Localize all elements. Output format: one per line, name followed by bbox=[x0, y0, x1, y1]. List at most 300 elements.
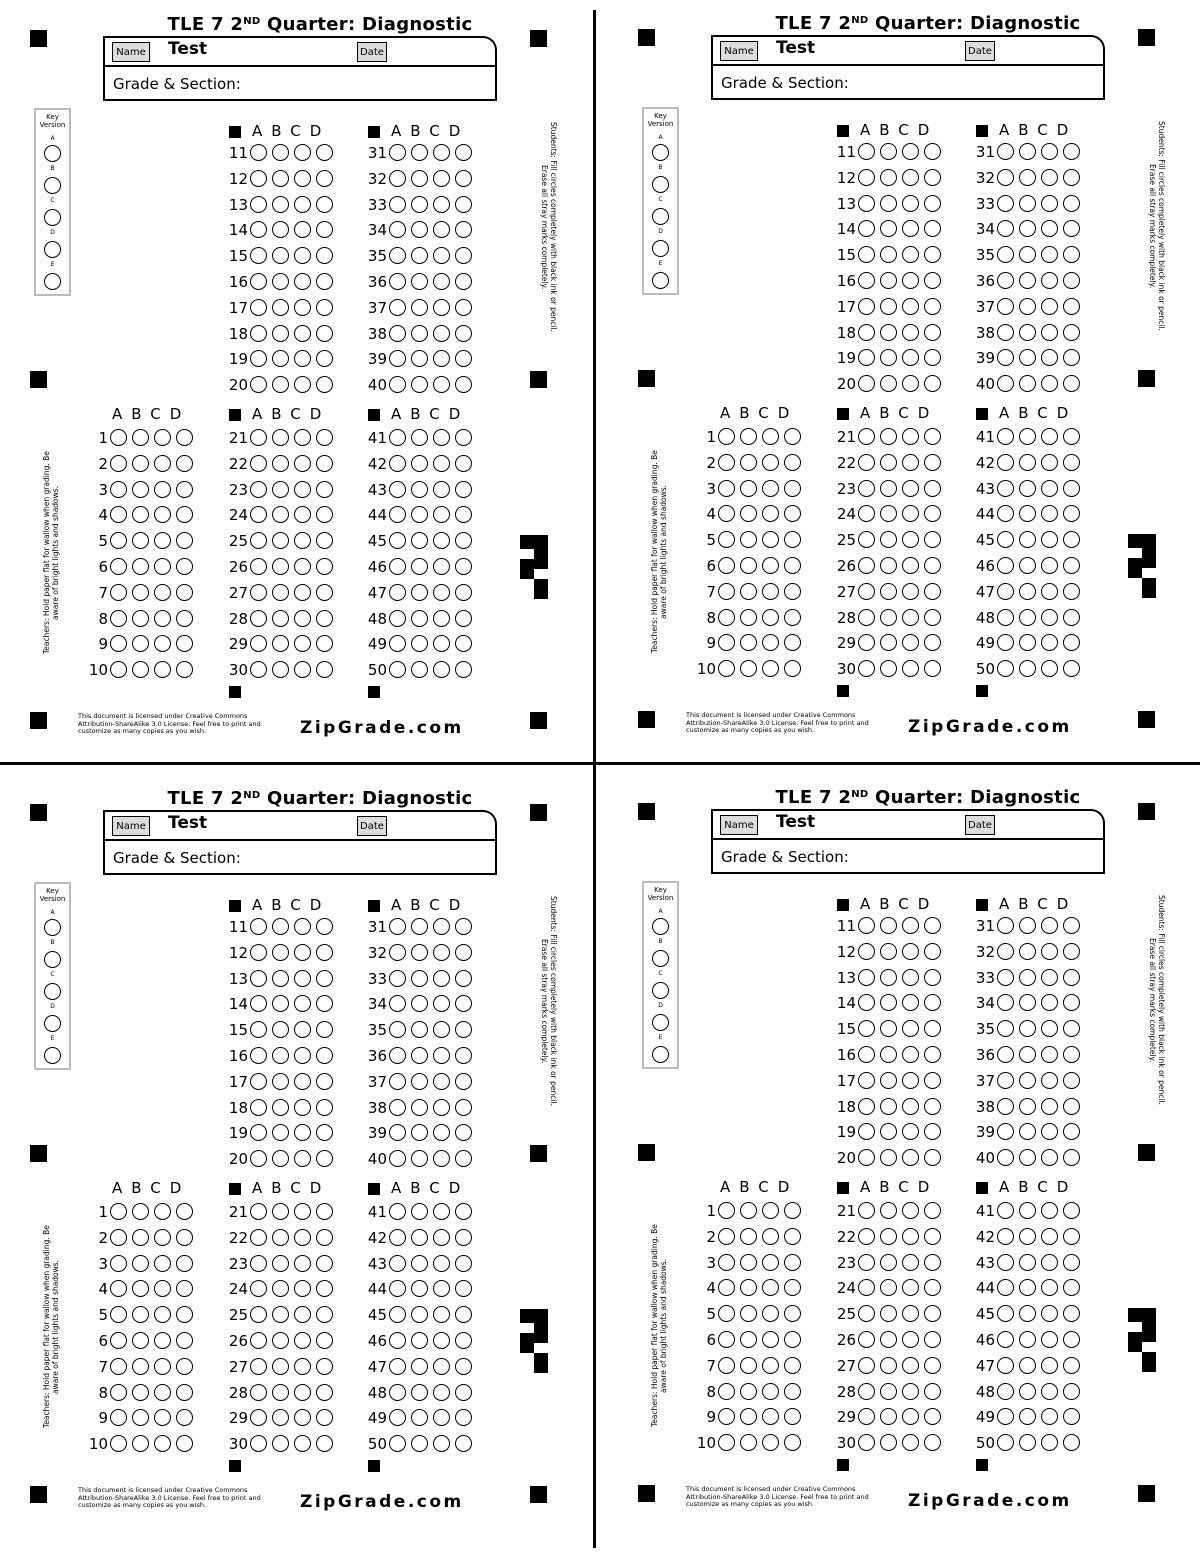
answer-bubble-b[interactable] bbox=[411, 299, 428, 316]
answer-bubble-d[interactable] bbox=[924, 1331, 941, 1348]
answer-bubble-b[interactable] bbox=[1019, 246, 1036, 263]
answer-bubble-d[interactable] bbox=[176, 1332, 193, 1349]
answer-bubble-d[interactable] bbox=[455, 1150, 472, 1167]
answer-bubble-b[interactable] bbox=[272, 1229, 289, 1246]
answer-bubble-d[interactable] bbox=[924, 1434, 941, 1451]
answer-bubble-d[interactable] bbox=[316, 970, 333, 987]
answer-bubble-c[interactable] bbox=[294, 247, 311, 264]
answer-bubble-d[interactable] bbox=[924, 349, 941, 366]
answer-bubble-c[interactable] bbox=[1041, 969, 1058, 986]
answer-bubble-b[interactable] bbox=[411, 1150, 428, 1167]
answer-bubble-c[interactable] bbox=[433, 610, 450, 627]
answer-bubble-d[interactable] bbox=[1063, 375, 1080, 392]
answer-bubble-c[interactable] bbox=[1041, 298, 1058, 315]
answer-bubble-c[interactable] bbox=[762, 1228, 779, 1245]
answer-bubble-b[interactable] bbox=[132, 635, 149, 652]
answer-bubble-d[interactable] bbox=[1063, 1305, 1080, 1322]
answer-bubble-b[interactable] bbox=[272, 299, 289, 316]
answer-bubble-a[interactable] bbox=[858, 531, 875, 548]
answer-bubble-c[interactable] bbox=[762, 557, 779, 574]
grade-section-field[interactable] bbox=[711, 838, 1105, 874]
name-field[interactable] bbox=[103, 36, 497, 65]
answer-bubble-b[interactable] bbox=[411, 944, 428, 961]
answer-bubble-d[interactable] bbox=[924, 943, 941, 960]
answer-bubble-c[interactable] bbox=[433, 532, 450, 549]
answer-bubble-c[interactable] bbox=[1041, 609, 1058, 626]
answer-bubble-d[interactable] bbox=[784, 1254, 801, 1271]
answer-bubble-d[interactable] bbox=[1063, 324, 1080, 341]
answer-bubble-b[interactable] bbox=[272, 506, 289, 523]
answer-bubble-c[interactable] bbox=[294, 635, 311, 652]
answer-bubble-c[interactable] bbox=[902, 994, 919, 1011]
answer-bubble-c[interactable] bbox=[433, 661, 450, 678]
answer-bubble-d[interactable] bbox=[455, 1332, 472, 1349]
answer-bubble-c[interactable] bbox=[294, 610, 311, 627]
answer-bubble-a[interactable] bbox=[997, 1228, 1014, 1245]
answer-bubble-d[interactable] bbox=[455, 325, 472, 342]
answer-bubble-a[interactable] bbox=[858, 324, 875, 341]
answer-bubble-b[interactable] bbox=[880, 583, 897, 600]
answer-bubble-d[interactable] bbox=[1063, 1046, 1080, 1063]
answer-bubble-b[interactable] bbox=[411, 918, 428, 935]
answer-bubble-d[interactable] bbox=[784, 454, 801, 471]
answer-bubble-b[interactable] bbox=[880, 609, 897, 626]
answer-bubble-c[interactable] bbox=[433, 584, 450, 601]
answer-bubble-b[interactable] bbox=[411, 1203, 428, 1220]
answer-bubble-b[interactable] bbox=[1019, 1046, 1036, 1063]
answer-bubble-d[interactable] bbox=[784, 1331, 801, 1348]
answer-bubble-d[interactable] bbox=[176, 506, 193, 523]
answer-bubble-b[interactable] bbox=[1019, 1228, 1036, 1245]
answer-bubble-b[interactable] bbox=[1019, 1098, 1036, 1115]
answer-bubble-b[interactable] bbox=[272, 1280, 289, 1297]
answer-bubble-b[interactable] bbox=[880, 1279, 897, 1296]
answer-bubble-b[interactable] bbox=[880, 969, 897, 986]
answer-bubble-c[interactable] bbox=[433, 170, 450, 187]
answer-bubble-d[interactable] bbox=[924, 1046, 941, 1063]
answer-bubble-b[interactable] bbox=[411, 584, 428, 601]
answer-bubble-b[interactable] bbox=[880, 1098, 897, 1115]
answer-bubble-c[interactable] bbox=[902, 1408, 919, 1425]
answer-bubble-a[interactable] bbox=[997, 1149, 1014, 1166]
answer-bubble-a[interactable] bbox=[250, 144, 267, 161]
answer-bubble-d[interactable] bbox=[1063, 220, 1080, 237]
answer-bubble-a[interactable] bbox=[858, 1383, 875, 1400]
answer-bubble-d[interactable] bbox=[316, 221, 333, 238]
answer-bubble-d[interactable] bbox=[784, 428, 801, 445]
answer-bubble-a[interactable] bbox=[997, 1357, 1014, 1374]
answer-bubble-a[interactable] bbox=[389, 1358, 406, 1375]
answer-bubble-c[interactable] bbox=[433, 325, 450, 342]
answer-bubble-a[interactable] bbox=[250, 1124, 267, 1141]
answer-bubble-c[interactable] bbox=[433, 144, 450, 161]
answer-bubble-d[interactable] bbox=[316, 661, 333, 678]
answer-bubble-a[interactable] bbox=[997, 1020, 1014, 1037]
answer-bubble-c[interactable] bbox=[902, 298, 919, 315]
answer-bubble-b[interactable] bbox=[880, 220, 897, 237]
answer-bubble-d[interactable] bbox=[455, 170, 472, 187]
answer-bubble-c[interactable] bbox=[902, 1098, 919, 1115]
answer-bubble-c[interactable] bbox=[154, 429, 171, 446]
answer-bubble-d[interactable] bbox=[1063, 994, 1080, 1011]
answer-bubble-d[interactable] bbox=[1063, 480, 1080, 497]
answer-bubble-d[interactable] bbox=[455, 481, 472, 498]
answer-bubble-d[interactable] bbox=[455, 558, 472, 575]
answer-bubble-c[interactable] bbox=[433, 1332, 450, 1349]
answer-bubble-b[interactable] bbox=[880, 272, 897, 289]
answer-bubble-d[interactable] bbox=[924, 1383, 941, 1400]
answer-bubble-d[interactable] bbox=[924, 1228, 941, 1245]
answer-bubble-a[interactable] bbox=[858, 505, 875, 522]
answer-bubble-d[interactable] bbox=[784, 1305, 801, 1322]
answer-bubble-b[interactable] bbox=[880, 324, 897, 341]
answer-bubble-c[interactable] bbox=[294, 376, 311, 393]
answer-bubble-c[interactable] bbox=[1041, 349, 1058, 366]
answer-bubble-b[interactable] bbox=[880, 375, 897, 392]
answer-bubble-b[interactable] bbox=[411, 247, 428, 264]
answer-bubble-a[interactable] bbox=[389, 532, 406, 549]
answer-bubble-b[interactable] bbox=[272, 1332, 289, 1349]
answer-bubble-c[interactable] bbox=[902, 375, 919, 392]
answer-bubble-c[interactable] bbox=[762, 609, 779, 626]
answer-bubble-d[interactable] bbox=[455, 299, 472, 316]
answer-bubble-b[interactable] bbox=[132, 558, 149, 575]
answer-bubble-a[interactable] bbox=[997, 660, 1014, 677]
answer-bubble-c[interactable] bbox=[294, 1409, 311, 1426]
answer-bubble-a[interactable] bbox=[250, 1021, 267, 1038]
answer-bubble-c[interactable] bbox=[1041, 375, 1058, 392]
answer-bubble-b[interactable] bbox=[740, 428, 757, 445]
grade-section-field[interactable] bbox=[711, 64, 1105, 100]
answer-bubble-b[interactable] bbox=[272, 376, 289, 393]
answer-bubble-b[interactable] bbox=[132, 610, 149, 627]
answer-bubble-a[interactable] bbox=[858, 298, 875, 315]
answer-bubble-b[interactable] bbox=[740, 480, 757, 497]
answer-bubble-c[interactable] bbox=[902, 1123, 919, 1140]
answer-bubble-c[interactable] bbox=[294, 558, 311, 575]
answer-bubble-b[interactable] bbox=[411, 1021, 428, 1038]
answer-bubble-a[interactable] bbox=[858, 169, 875, 186]
answer-bubble-d[interactable] bbox=[455, 273, 472, 290]
answer-bubble-c[interactable] bbox=[902, 660, 919, 677]
answer-bubble-d[interactable] bbox=[1063, 454, 1080, 471]
answer-bubble-c[interactable] bbox=[433, 1358, 450, 1375]
answer-bubble-c[interactable] bbox=[902, 505, 919, 522]
answer-bubble-d[interactable] bbox=[784, 583, 801, 600]
answer-bubble-a[interactable] bbox=[718, 1331, 735, 1348]
answer-bubble-c[interactable] bbox=[762, 505, 779, 522]
answer-bubble-a[interactable] bbox=[389, 350, 406, 367]
answer-bubble-c[interactable] bbox=[294, 1021, 311, 1038]
answer-bubble-b[interactable] bbox=[740, 1357, 757, 1374]
answer-bubble-a[interactable] bbox=[250, 273, 267, 290]
answer-bubble-b[interactable] bbox=[1019, 349, 1036, 366]
answer-bubble-d[interactable] bbox=[784, 505, 801, 522]
answer-bubble-a[interactable] bbox=[997, 454, 1014, 471]
answer-bubble-b[interactable] bbox=[880, 349, 897, 366]
answer-bubble-b[interactable] bbox=[272, 455, 289, 472]
answer-bubble-b[interactable] bbox=[411, 325, 428, 342]
answer-bubble-c[interactable] bbox=[762, 1202, 779, 1219]
answer-bubble-b[interactable] bbox=[740, 1331, 757, 1348]
answer-bubble-a[interactable] bbox=[250, 1203, 267, 1220]
answer-bubble-b[interactable] bbox=[1019, 609, 1036, 626]
answer-bubble-d[interactable] bbox=[316, 1255, 333, 1272]
answer-bubble-b[interactable] bbox=[740, 454, 757, 471]
answer-bubble-d[interactable] bbox=[455, 429, 472, 446]
answer-bubble-b[interactable] bbox=[740, 1408, 757, 1425]
answer-bubble-a[interactable] bbox=[110, 1229, 127, 1246]
answer-bubble-d[interactable] bbox=[1063, 505, 1080, 522]
answer-bubble-a[interactable] bbox=[250, 558, 267, 575]
answer-bubble-a[interactable] bbox=[389, 273, 406, 290]
grade-section-field[interactable] bbox=[103, 65, 497, 101]
answer-bubble-d[interactable] bbox=[1063, 428, 1080, 445]
answer-bubble-c[interactable] bbox=[294, 350, 311, 367]
answer-bubble-a[interactable] bbox=[389, 1255, 406, 1272]
answer-bubble-c[interactable] bbox=[154, 610, 171, 627]
answer-bubble-b[interactable] bbox=[411, 455, 428, 472]
answer-bubble-a[interactable] bbox=[250, 532, 267, 549]
answer-bubble-d[interactable] bbox=[455, 1047, 472, 1064]
answer-bubble-b[interactable] bbox=[880, 660, 897, 677]
key-version-bubble[interactable] bbox=[44, 145, 61, 162]
answer-bubble-d[interactable] bbox=[316, 1047, 333, 1064]
answer-bubble-d[interactable] bbox=[455, 1255, 472, 1272]
answer-bubble-a[interactable] bbox=[389, 506, 406, 523]
answer-bubble-a[interactable] bbox=[110, 1203, 127, 1220]
answer-bubble-c[interactable] bbox=[1041, 1123, 1058, 1140]
answer-bubble-a[interactable] bbox=[718, 609, 735, 626]
answer-bubble-a[interactable] bbox=[997, 583, 1014, 600]
answer-bubble-c[interactable] bbox=[433, 558, 450, 575]
answer-bubble-d[interactable] bbox=[176, 610, 193, 627]
answer-bubble-a[interactable] bbox=[250, 584, 267, 601]
answer-bubble-b[interactable] bbox=[880, 1123, 897, 1140]
answer-bubble-a[interactable] bbox=[389, 1047, 406, 1064]
answer-bubble-c[interactable] bbox=[154, 584, 171, 601]
answer-bubble-c[interactable] bbox=[762, 1383, 779, 1400]
answer-bubble-b[interactable] bbox=[1019, 505, 1036, 522]
answer-bubble-a[interactable] bbox=[250, 1306, 267, 1323]
answer-bubble-c[interactable] bbox=[902, 143, 919, 160]
answer-bubble-d[interactable] bbox=[316, 1229, 333, 1246]
answer-bubble-b[interactable] bbox=[1019, 220, 1036, 237]
answer-bubble-b[interactable] bbox=[411, 196, 428, 213]
answer-bubble-a[interactable] bbox=[389, 1150, 406, 1167]
answer-bubble-d[interactable] bbox=[176, 635, 193, 652]
answer-bubble-c[interactable] bbox=[902, 1072, 919, 1089]
answer-bubble-d[interactable] bbox=[924, 660, 941, 677]
answer-bubble-c[interactable] bbox=[762, 634, 779, 651]
answer-bubble-c[interactable] bbox=[294, 1073, 311, 1090]
answer-bubble-b[interactable] bbox=[411, 273, 428, 290]
answer-bubble-d[interactable] bbox=[1063, 531, 1080, 548]
answer-bubble-a[interactable] bbox=[858, 660, 875, 677]
answer-bubble-c[interactable] bbox=[1041, 1072, 1058, 1089]
answer-bubble-d[interactable] bbox=[924, 220, 941, 237]
answer-bubble-c[interactable] bbox=[294, 1099, 311, 1116]
answer-bubble-c[interactable] bbox=[433, 429, 450, 446]
answer-bubble-b[interactable] bbox=[272, 1306, 289, 1323]
answer-bubble-c[interactable] bbox=[294, 1358, 311, 1375]
answer-bubble-b[interactable] bbox=[880, 143, 897, 160]
answer-bubble-d[interactable] bbox=[924, 583, 941, 600]
answer-bubble-b[interactable] bbox=[411, 1255, 428, 1272]
answer-bubble-c[interactable] bbox=[154, 1435, 171, 1452]
answer-bubble-d[interactable] bbox=[316, 558, 333, 575]
answer-bubble-a[interactable] bbox=[250, 221, 267, 238]
answer-bubble-c[interactable] bbox=[902, 1331, 919, 1348]
answer-bubble-a[interactable] bbox=[997, 220, 1014, 237]
answer-bubble-d[interactable] bbox=[924, 1279, 941, 1296]
answer-bubble-a[interactable] bbox=[858, 1434, 875, 1451]
answer-bubble-b[interactable] bbox=[740, 1228, 757, 1245]
answer-bubble-c[interactable] bbox=[433, 1229, 450, 1246]
answer-bubble-c[interactable] bbox=[1041, 1331, 1058, 1348]
answer-bubble-c[interactable] bbox=[762, 1434, 779, 1451]
answer-bubble-b[interactable] bbox=[1019, 634, 1036, 651]
answer-bubble-c[interactable] bbox=[433, 995, 450, 1012]
key-version-bubble[interactable] bbox=[44, 1015, 61, 1032]
answer-bubble-c[interactable] bbox=[902, 246, 919, 263]
grade-section-field[interactable] bbox=[103, 839, 497, 875]
answer-bubble-a[interactable] bbox=[858, 1020, 875, 1037]
answer-bubble-a[interactable] bbox=[389, 661, 406, 678]
answer-bubble-d[interactable] bbox=[924, 1202, 941, 1219]
answer-bubble-b[interactable] bbox=[880, 169, 897, 186]
answer-bubble-c[interactable] bbox=[1041, 428, 1058, 445]
answer-bubble-a[interactable] bbox=[110, 481, 127, 498]
answer-bubble-a[interactable] bbox=[718, 660, 735, 677]
answer-bubble-d[interactable] bbox=[316, 1124, 333, 1141]
name-field[interactable] bbox=[103, 810, 497, 839]
answer-bubble-b[interactable] bbox=[411, 610, 428, 627]
key-version-bubble[interactable] bbox=[44, 241, 61, 258]
answer-bubble-d[interactable] bbox=[316, 610, 333, 627]
answer-bubble-d[interactable] bbox=[924, 531, 941, 548]
answer-bubble-a[interactable] bbox=[858, 1279, 875, 1296]
answer-bubble-d[interactable] bbox=[176, 481, 193, 498]
answer-bubble-b[interactable] bbox=[272, 558, 289, 575]
answer-bubble-d[interactable] bbox=[784, 1434, 801, 1451]
answer-bubble-b[interactable] bbox=[411, 1124, 428, 1141]
answer-bubble-b[interactable] bbox=[132, 532, 149, 549]
answer-bubble-c[interactable] bbox=[762, 480, 779, 497]
answer-bubble-c[interactable] bbox=[1041, 143, 1058, 160]
answer-bubble-d[interactable] bbox=[924, 1020, 941, 1037]
answer-bubble-d[interactable] bbox=[1063, 609, 1080, 626]
answer-bubble-b[interactable] bbox=[272, 221, 289, 238]
key-version-bubble[interactable] bbox=[652, 208, 669, 225]
answer-bubble-c[interactable] bbox=[1041, 324, 1058, 341]
answer-bubble-a[interactable] bbox=[997, 1434, 1014, 1451]
answer-bubble-c[interactable] bbox=[294, 1332, 311, 1349]
answer-bubble-d[interactable] bbox=[1063, 349, 1080, 366]
answer-bubble-a[interactable] bbox=[389, 635, 406, 652]
answer-bubble-a[interactable] bbox=[250, 918, 267, 935]
answer-bubble-a[interactable] bbox=[110, 1332, 127, 1349]
answer-bubble-b[interactable] bbox=[880, 994, 897, 1011]
answer-bubble-d[interactable] bbox=[455, 144, 472, 161]
answer-bubble-a[interactable] bbox=[250, 455, 267, 472]
answer-bubble-b[interactable] bbox=[1019, 917, 1036, 934]
answer-bubble-c[interactable] bbox=[1041, 195, 1058, 212]
answer-bubble-a[interactable] bbox=[997, 1123, 1014, 1140]
answer-bubble-d[interactable] bbox=[455, 1203, 472, 1220]
answer-bubble-b[interactable] bbox=[411, 376, 428, 393]
answer-bubble-a[interactable] bbox=[997, 428, 1014, 445]
answer-bubble-b[interactable] bbox=[740, 557, 757, 574]
answer-bubble-b[interactable] bbox=[272, 481, 289, 498]
answer-bubble-d[interactable] bbox=[316, 944, 333, 961]
key-version-bubble[interactable] bbox=[44, 209, 61, 226]
answer-bubble-d[interactable] bbox=[316, 1384, 333, 1401]
key-version-bubble[interactable] bbox=[44, 177, 61, 194]
answer-bubble-b[interactable] bbox=[411, 1332, 428, 1349]
answer-bubble-b[interactable] bbox=[880, 1228, 897, 1245]
answer-bubble-c[interactable] bbox=[902, 1279, 919, 1296]
answer-bubble-d[interactable] bbox=[455, 1435, 472, 1452]
answer-bubble-d[interactable] bbox=[1063, 660, 1080, 677]
answer-bubble-a[interactable] bbox=[110, 635, 127, 652]
answer-bubble-b[interactable] bbox=[411, 1409, 428, 1426]
answer-bubble-b[interactable] bbox=[411, 1280, 428, 1297]
answer-bubble-d[interactable] bbox=[1063, 169, 1080, 186]
answer-bubble-c[interactable] bbox=[294, 1435, 311, 1452]
answer-bubble-d[interactable] bbox=[1063, 1434, 1080, 1451]
answer-bubble-b[interactable] bbox=[1019, 557, 1036, 574]
answer-bubble-b[interactable] bbox=[1019, 272, 1036, 289]
answer-bubble-a[interactable] bbox=[250, 481, 267, 498]
answer-bubble-a[interactable] bbox=[858, 1408, 875, 1425]
answer-bubble-c[interactable] bbox=[902, 969, 919, 986]
answer-bubble-a[interactable] bbox=[110, 558, 127, 575]
answer-bubble-c[interactable] bbox=[154, 1203, 171, 1220]
answer-bubble-a[interactable] bbox=[858, 454, 875, 471]
answer-bubble-d[interactable] bbox=[455, 1280, 472, 1297]
answer-bubble-d[interactable] bbox=[316, 350, 333, 367]
answer-bubble-a[interactable] bbox=[389, 325, 406, 342]
answer-bubble-d[interactable] bbox=[784, 1202, 801, 1219]
answer-bubble-c[interactable] bbox=[902, 1357, 919, 1374]
answer-bubble-d[interactable] bbox=[1063, 1149, 1080, 1166]
answer-bubble-c[interactable] bbox=[902, 557, 919, 574]
answer-bubble-c[interactable] bbox=[294, 944, 311, 961]
answer-bubble-a[interactable] bbox=[389, 995, 406, 1012]
answer-bubble-c[interactable] bbox=[433, 1073, 450, 1090]
answer-bubble-c[interactable] bbox=[433, 1021, 450, 1038]
answer-bubble-b[interactable] bbox=[272, 1021, 289, 1038]
answer-bubble-d[interactable] bbox=[455, 455, 472, 472]
key-version-bubble[interactable] bbox=[44, 983, 61, 1000]
key-version-bubble[interactable] bbox=[652, 950, 669, 967]
answer-bubble-d[interactable] bbox=[176, 429, 193, 446]
answer-bubble-c[interactable] bbox=[902, 917, 919, 934]
answer-bubble-b[interactable] bbox=[1019, 480, 1036, 497]
answer-bubble-a[interactable] bbox=[110, 1384, 127, 1401]
answer-bubble-a[interactable] bbox=[250, 1332, 267, 1349]
answer-bubble-b[interactable] bbox=[272, 944, 289, 961]
answer-bubble-b[interactable] bbox=[740, 1279, 757, 1296]
answer-bubble-a[interactable] bbox=[250, 376, 267, 393]
answer-bubble-a[interactable] bbox=[858, 994, 875, 1011]
answer-bubble-b[interactable] bbox=[1019, 454, 1036, 471]
answer-bubble-c[interactable] bbox=[1041, 454, 1058, 471]
answer-bubble-c[interactable] bbox=[433, 221, 450, 238]
answer-bubble-d[interactable] bbox=[924, 298, 941, 315]
answer-bubble-a[interactable] bbox=[250, 1409, 267, 1426]
